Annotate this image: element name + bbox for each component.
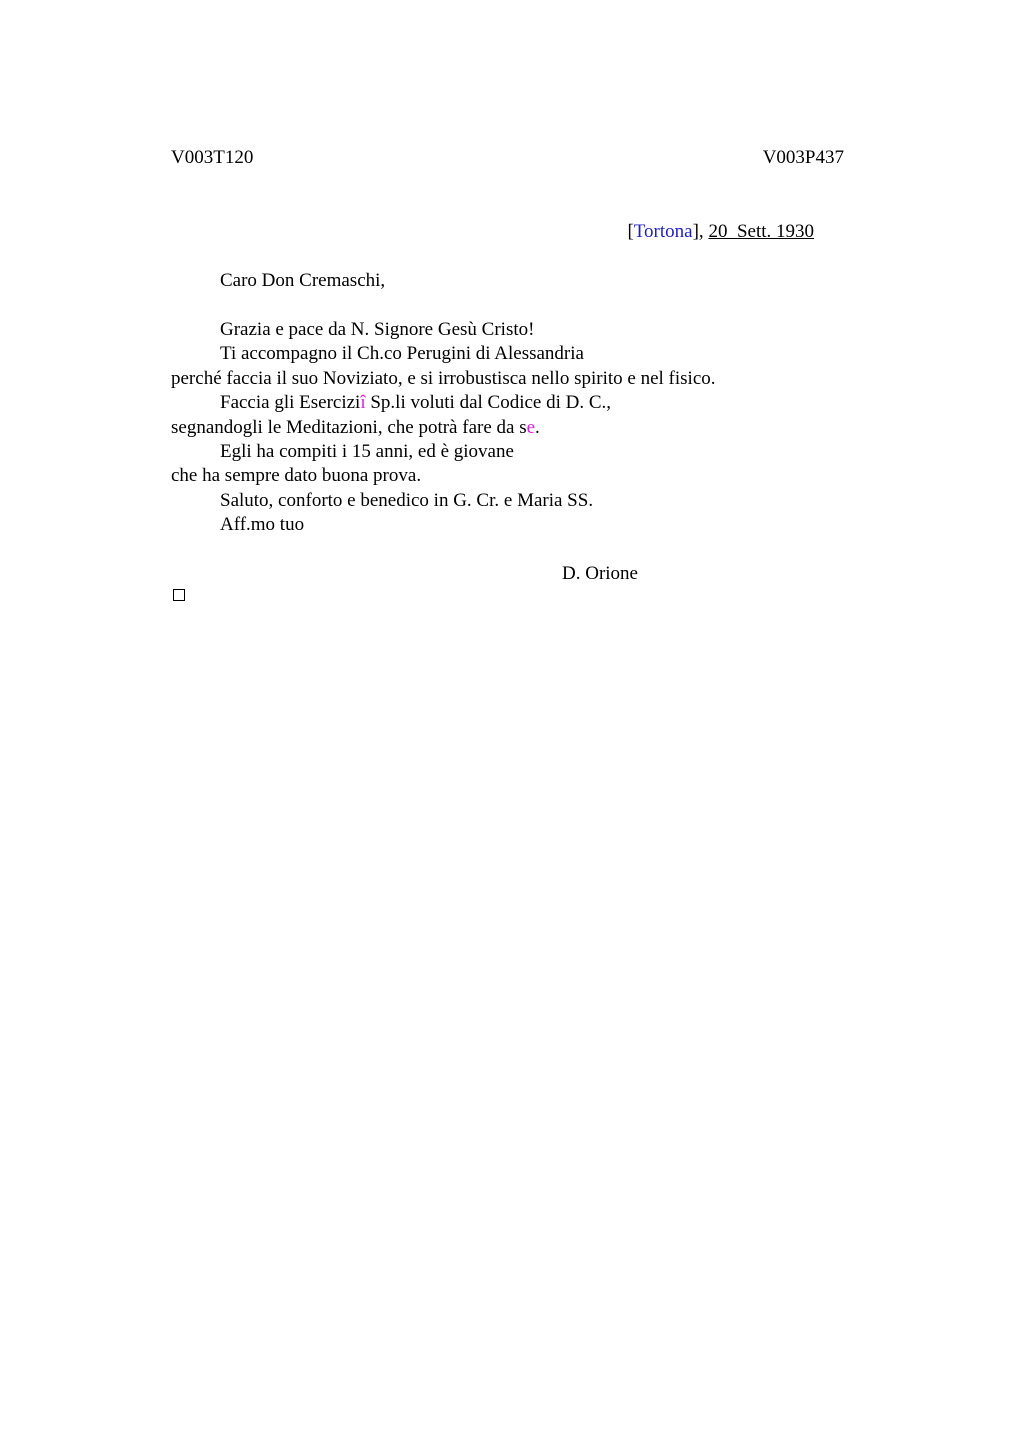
letter-line-4-a: Faccia gli Esercizi <box>220 392 361 413</box>
ref-code-right: V003P437 <box>762 147 844 168</box>
letter-line-8: Saluto, conforto e benedico in G. Cr. e Maria SS. <box>220 490 594 511</box>
dateline-place: Tortona <box>633 221 693 242</box>
letter-line-5-b: . <box>535 417 540 438</box>
ref-code-left: V003T120 <box>171 147 254 168</box>
salutation: Caro Don Cremaschi, <box>220 270 386 291</box>
letter-line-4-b: Sp.li voluti dal Codice di D. C., <box>365 392 612 413</box>
dateline-open-bracket: [ <box>627 221 634 242</box>
letter-line-6: Egli ha compiti i 15 anni, ed è giovane <box>220 441 514 462</box>
letter-line-1: Grazia e pace da N. Signore Gesù Cristo! <box>220 319 535 340</box>
closing: Aff.mo tuo <box>220 514 305 535</box>
letter-line-5 <box>171 416 540 440</box>
letter-line-4 <box>220 391 611 415</box>
dateline-date: 20 Sett. 1930 <box>708 221 814 242</box>
letter-line-7: che ha sempre dato buona prova. <box>171 465 422 486</box>
dateline <box>627 220 814 244</box>
dateline-close-bracket: ], <box>692 221 704 242</box>
edit-mark: e <box>526 417 536 438</box>
letter-line-5-a: segnandogli le Meditazioni, che potrà fare da s <box>171 417 527 438</box>
edit-mark: î <box>360 392 366 413</box>
end-box-icon <box>173 589 185 601</box>
letter-line-2: Ti accompagno il Ch.co Perugini di Alessandria <box>220 343 584 364</box>
letter-line-3: perché faccia il suo Noviziato, e si irrobustisca nello spirito e nel fisico. <box>171 368 716 389</box>
signature: D. Orione <box>562 563 638 584</box>
